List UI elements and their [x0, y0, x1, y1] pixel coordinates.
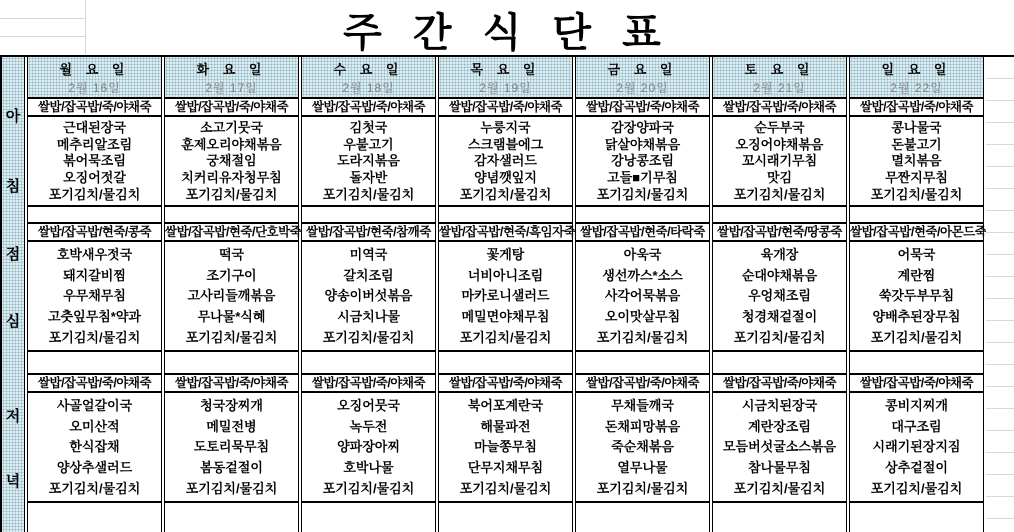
menu-item: 돈불고기 — [891, 136, 942, 152]
menu-item: 상추겉절이 — [885, 460, 948, 476]
meal-block-breakfast — [439, 99, 572, 207]
menu-item: 계란장조림 — [748, 418, 811, 434]
menu-item: 포기김치/물김치 — [322, 481, 415, 497]
menu-item: 마카로니샐러드 — [461, 288, 550, 304]
menu-item: 포기김치/물김치 — [596, 187, 689, 203]
meal-block-breakfast — [713, 99, 846, 207]
rice-types-header: 쌀밥/잡곡밥/죽/야채죽 — [576, 99, 709, 117]
day-column-4 — [438, 57, 576, 532]
day-name: 토 요 일 — [744, 61, 815, 77]
day-column-1 — [27, 57, 162, 532]
meal-block-dinner — [165, 373, 298, 503]
menu-item: 사각어묵볶음 — [604, 288, 681, 304]
rice-types-header: 쌀밥/잡곡밥/죽/야채죽 — [713, 99, 846, 117]
menu-item: 시금치나물 — [337, 309, 400, 325]
menu-item: 맛김 — [766, 170, 793, 186]
menu-item: 오징어뭇국 — [337, 397, 400, 413]
spacer-row — [713, 207, 846, 222]
menu-item: 포기김치/물김치 — [870, 187, 963, 203]
day-name: 화 요 일 — [196, 61, 267, 77]
spacer-row — [439, 352, 572, 373]
spacer-row — [439, 207, 572, 222]
day-column-2 — [164, 57, 302, 532]
menu-item: 포기김치/물김치 — [870, 330, 963, 346]
meal-block-lunch — [713, 222, 846, 352]
spacer-row — [165, 352, 298, 373]
menu-item: 메밀전병 — [206, 418, 257, 434]
day-date: 2월 21일 — [753, 80, 806, 95]
meal-row-label: 침 — [5, 178, 21, 195]
meal-items — [439, 117, 572, 205]
meal-row-label: 녁 — [5, 473, 21, 490]
day-name: 금 요 일 — [607, 61, 678, 77]
menu-item: 닭살야채볶음 — [604, 136, 681, 152]
spacer-row — [713, 503, 846, 532]
menu-item: 양배추된장무침 — [872, 309, 961, 325]
day-name: 월 요 일 — [59, 61, 130, 77]
menu-item: 열무나물 — [617, 460, 668, 476]
meal-items — [302, 117, 435, 205]
menu-item: 궁채절임 — [206, 153, 257, 169]
rice-types-header: 쌀밥/잡곡밥/죽/야채죽 — [165, 375, 298, 393]
menu-item: 포기김치/물김치 — [733, 481, 826, 497]
menu-item: 쑥갓두부무침 — [878, 288, 955, 304]
menu-item: 너비아니조림 — [467, 267, 544, 283]
menu-item: 사골얼갈이국 — [56, 397, 133, 413]
meal-block-lunch — [165, 222, 302, 352]
day-header — [713, 57, 846, 99]
menu-item: 스크램블에그 — [467, 136, 544, 152]
day-date: 2월 22일 — [890, 80, 943, 95]
menu-item: 꼬시래기무침 — [741, 153, 818, 169]
menu-item: 녹두전 — [349, 418, 388, 434]
menu-item: 양파장아찌 — [337, 439, 400, 455]
menu-item: 양념깻잎지 — [474, 170, 537, 186]
spacer-row — [850, 207, 983, 222]
menu-item: 포기김치/물김치 — [48, 481, 141, 497]
day-header — [302, 57, 435, 99]
meal-items — [713, 393, 846, 501]
menu-item: 소고기뭇국 — [200, 119, 263, 135]
meal-items — [850, 242, 983, 350]
menu-item: 돼지갈비찜 — [63, 267, 126, 283]
meal-items — [713, 117, 846, 205]
menu-item: 돈채피망볶음 — [604, 418, 681, 434]
day-columns — [27, 57, 987, 532]
menu-item: 도토리묵무침 — [193, 439, 270, 455]
rice-types-header: 쌀밥/잡곡밥/죽/야채죽 — [302, 375, 435, 393]
day-column-7 — [849, 57, 987, 532]
menu-item: 꽃게탕 — [486, 246, 525, 262]
meal-block-breakfast — [850, 99, 983, 207]
menu-item: 돌자반 — [349, 170, 388, 186]
rice-types-header: 쌀밥/잡곡밥/죽/야채죽 — [165, 99, 298, 117]
meal-items — [576, 242, 709, 350]
day-name: 목 요 일 — [470, 61, 541, 77]
empty-sheet-cells — [986, 57, 1014, 532]
meal-items — [165, 117, 298, 205]
day-header — [576, 57, 709, 99]
menu-item: 호박새우젓국 — [56, 246, 133, 262]
day-date: 2월 16일 — [68, 80, 121, 95]
rice-types-header: 쌀밥/잡곡밥/현죽/타락죽 — [576, 224, 709, 242]
spacer-row — [850, 352, 983, 373]
rice-types-header: 쌀밥/잡곡밥/현죽/땅콩죽 — [713, 224, 846, 242]
day-header — [165, 57, 298, 99]
menu-item: 양송이버섯볶음 — [324, 288, 413, 304]
menu-table — [0, 55, 1014, 532]
spacer-row — [165, 503, 298, 532]
meal-block-breakfast — [576, 99, 709, 207]
menu-item: 무채들깨국 — [611, 397, 674, 413]
menu-item: 어묵국 — [897, 246, 936, 262]
meal-items — [850, 117, 983, 205]
menu-item: 감자샐러드 — [474, 153, 537, 169]
menu-item: 죽순채볶음 — [611, 439, 674, 455]
menu-item: 오미산적 — [69, 418, 120, 434]
menu-item: 포기김치/물김치 — [459, 330, 552, 346]
meal-items — [850, 393, 983, 501]
rice-types-header: 쌀밥/잡곡밥/죽/야채죽 — [28, 375, 161, 393]
meal-items — [28, 393, 161, 501]
menu-item: 시금치된장국 — [741, 397, 818, 413]
menu-item: 포기김치/물김치 — [733, 187, 826, 203]
menu-item: 양상추샐러드 — [56, 460, 133, 476]
menu-item: 포기김치/물김치 — [870, 481, 963, 497]
meal-block-lunch — [28, 222, 161, 352]
meal-block-dinner — [576, 373, 709, 503]
menu-item: 오징어야채볶음 — [735, 136, 824, 152]
menu-item: 볶어묵조림 — [63, 153, 126, 169]
menu-item: 무나물*식혜 — [197, 309, 266, 325]
day-column-3 — [301, 57, 436, 532]
menu-item: 해물파전 — [480, 418, 531, 434]
menu-item: 조기구이 — [206, 267, 257, 283]
rice-types-header: 쌀밥/잡곡밥/현죽/흑임자죽 — [439, 224, 572, 242]
menu-item: 누룽지국 — [480, 119, 531, 135]
meal-items — [576, 393, 709, 501]
menu-item: 한식잡채 — [69, 439, 120, 455]
menu-item: 마늘쫑무침 — [474, 439, 537, 455]
menu-item: 계란찜 — [897, 267, 936, 283]
menu-item: 미역국 — [349, 246, 388, 262]
meal-items — [302, 393, 435, 501]
menu-item: 포기김치/물김치 — [596, 330, 689, 346]
spacer-row — [165, 207, 298, 222]
meal-row-label: 심 — [5, 313, 21, 330]
menu-item: 단무지채무침 — [467, 460, 544, 476]
rice-types-header: 쌀밥/잡곡밥/현죽/콩죽 — [28, 224, 161, 242]
spacer-row — [28, 207, 161, 222]
rice-types-header: 쌀밥/잡곡밥/현죽/참깨죽 — [302, 224, 435, 242]
meal-row-label: 저 — [5, 408, 21, 425]
menu-item: 고춧잎무침*약과 — [48, 309, 141, 325]
day-header — [850, 57, 983, 99]
menu-item: 우무채무침 — [63, 288, 126, 304]
menu-item: 대구조림 — [891, 418, 942, 434]
day-header — [28, 57, 161, 99]
spacer-row — [302, 207, 435, 222]
meal-block-dinner — [439, 373, 572, 503]
menu-item: 포기김치/물김치 — [48, 187, 141, 203]
menu-item: 시래기된장지짐 — [872, 439, 961, 455]
meal-row-label: 점 — [5, 246, 21, 263]
day-name: 일 요 일 — [881, 61, 952, 77]
rice-types-header: 쌀밥/잡곡밥/죽/야채죽 — [576, 375, 709, 393]
rice-types-header: 쌀밥/잡곡밥/죽/야채죽 — [850, 99, 983, 117]
day-name: 수 요 일 — [333, 61, 404, 77]
day-date: 2월 19일 — [479, 80, 532, 95]
menu-item: 포기김치/물김치 — [322, 187, 415, 203]
menu-item: 고들■기무침 — [607, 170, 678, 186]
meal-items — [28, 242, 161, 350]
menu-item: 포기김치/물김치 — [185, 330, 278, 346]
menu-item: 감장양파국 — [611, 119, 674, 135]
meal-block-breakfast — [28, 99, 161, 207]
menu-item: 오징어젓갈 — [63, 170, 126, 186]
menu-item: 우엉채조림 — [748, 288, 811, 304]
menu-item: 도라지볶음 — [337, 153, 400, 169]
menu-item: 갈치조림 — [343, 267, 394, 283]
menu-item: 무짠지무침 — [885, 170, 948, 186]
rice-types-header: 쌀밥/잡곡밥/죽/야채죽 — [28, 99, 161, 117]
meal-block-dinner — [713, 373, 846, 503]
menu-item: 포기김치/물김치 — [733, 330, 826, 346]
menu-item: 순대야채볶음 — [741, 267, 818, 283]
spacer-row — [302, 503, 435, 532]
menu-item: 포기김치/물김치 — [322, 330, 415, 346]
day-date: 2월 18일 — [342, 80, 395, 95]
spacer-row — [439, 503, 572, 532]
meal-block-dinner — [302, 373, 435, 503]
menu-item: 콩비지찌개 — [885, 397, 948, 413]
meal-label-column — [0, 57, 25, 532]
meal-items — [302, 242, 435, 350]
menu-item: 참나물무침 — [748, 460, 811, 476]
spacer-row — [302, 352, 435, 373]
menu-item: 멸치볶음 — [891, 153, 942, 169]
meal-items — [165, 393, 298, 501]
rice-types-header: 쌀밥/잡곡밥/죽/야채죽 — [850, 375, 983, 393]
menu-item: 순두부국 — [754, 119, 805, 135]
menu-item: 모듬버섯굴소스볶음 — [722, 439, 837, 455]
meal-block-breakfast — [165, 99, 298, 207]
menu-item: 훈제오리야채볶음 — [181, 136, 282, 152]
rice-types-header: 쌀밥/잡곡밥/현죽/단호박죽 — [165, 224, 298, 242]
menu-item: 포기김치/물김치 — [459, 481, 552, 497]
rice-types-header: 쌀밥/잡곡밥/현죽/아몬드죽 — [850, 224, 983, 242]
rice-types-header: 쌀밥/잡곡밥/죽/야채죽 — [439, 375, 572, 393]
meal-row-label: 아 — [5, 108, 21, 125]
menu-item: 메추리알조림 — [56, 136, 133, 152]
menu-item: 청경채겉절이 — [741, 309, 818, 325]
day-column-5 — [575, 57, 710, 532]
meal-items — [713, 242, 846, 350]
menu-item: 김첫국 — [349, 119, 388, 135]
meal-items — [576, 117, 709, 205]
spacer-row — [28, 503, 161, 532]
day-date: 2월 17일 — [205, 80, 258, 95]
rice-types-header: 쌀밥/잡곡밥/죽/야채죽 — [302, 99, 435, 117]
menu-item: 청국장찌개 — [200, 397, 263, 413]
meal-items — [28, 117, 161, 205]
meal-block-lunch — [439, 222, 576, 352]
menu-item: 포기김치/물김치 — [185, 481, 278, 497]
menu-item: 생선까스*소스 — [602, 267, 683, 283]
menu-item: 고사리들깨볶음 — [187, 288, 276, 304]
meal-block-breakfast — [302, 99, 435, 207]
rice-types-header: 쌀밥/잡곡밥/죽/야채죽 — [439, 99, 572, 117]
menu-item: 포기김치/물김치 — [596, 481, 689, 497]
day-column-6 — [712, 57, 847, 532]
meal-block-dinner — [850, 373, 983, 503]
meal-items — [439, 242, 572, 350]
menu-item: 포기김치/물김치 — [48, 330, 141, 346]
meal-block-lunch — [850, 222, 987, 352]
menu-item: 아욱국 — [623, 246, 662, 262]
menu-item: 강낭콩조림 — [611, 153, 674, 169]
menu-item: 콩나물국 — [891, 119, 942, 135]
menu-item: 우불고기 — [343, 136, 394, 152]
menu-item: 포기김치/물김치 — [185, 187, 278, 203]
spacer-row — [576, 207, 709, 222]
menu-item: 떡국 — [218, 246, 245, 262]
menu-item: 육개장 — [760, 246, 799, 262]
meal-block-lunch — [576, 222, 709, 352]
meal-block-dinner — [28, 373, 161, 503]
meal-items — [165, 242, 298, 350]
spacer-row — [576, 503, 709, 532]
meal-block-lunch — [302, 222, 435, 352]
menu-item: 호박나물 — [343, 460, 394, 476]
rice-types-header: 쌀밥/잡곡밥/죽/야채죽 — [713, 375, 846, 393]
day-header — [439, 57, 572, 99]
spacer-row — [576, 352, 709, 373]
menu-item: 오이맛살무침 — [604, 309, 681, 325]
menu-item: 메밀면야채무침 — [461, 309, 550, 325]
spacer-row — [713, 352, 846, 373]
meal-items — [439, 393, 572, 501]
day-date: 2월 20일 — [616, 80, 669, 95]
menu-item: 근대된장국 — [63, 119, 126, 135]
menu-item: 북어포계란국 — [467, 397, 544, 413]
menu-item: 치커리유자청무침 — [181, 170, 282, 186]
spacer-row — [850, 503, 983, 532]
page-title: 주 간 식 단 표 — [343, 11, 671, 55]
menu-item: 포기김치/물김치 — [459, 187, 552, 203]
menu-item: 봄동겉절이 — [200, 460, 263, 476]
spacer-row — [28, 352, 161, 373]
